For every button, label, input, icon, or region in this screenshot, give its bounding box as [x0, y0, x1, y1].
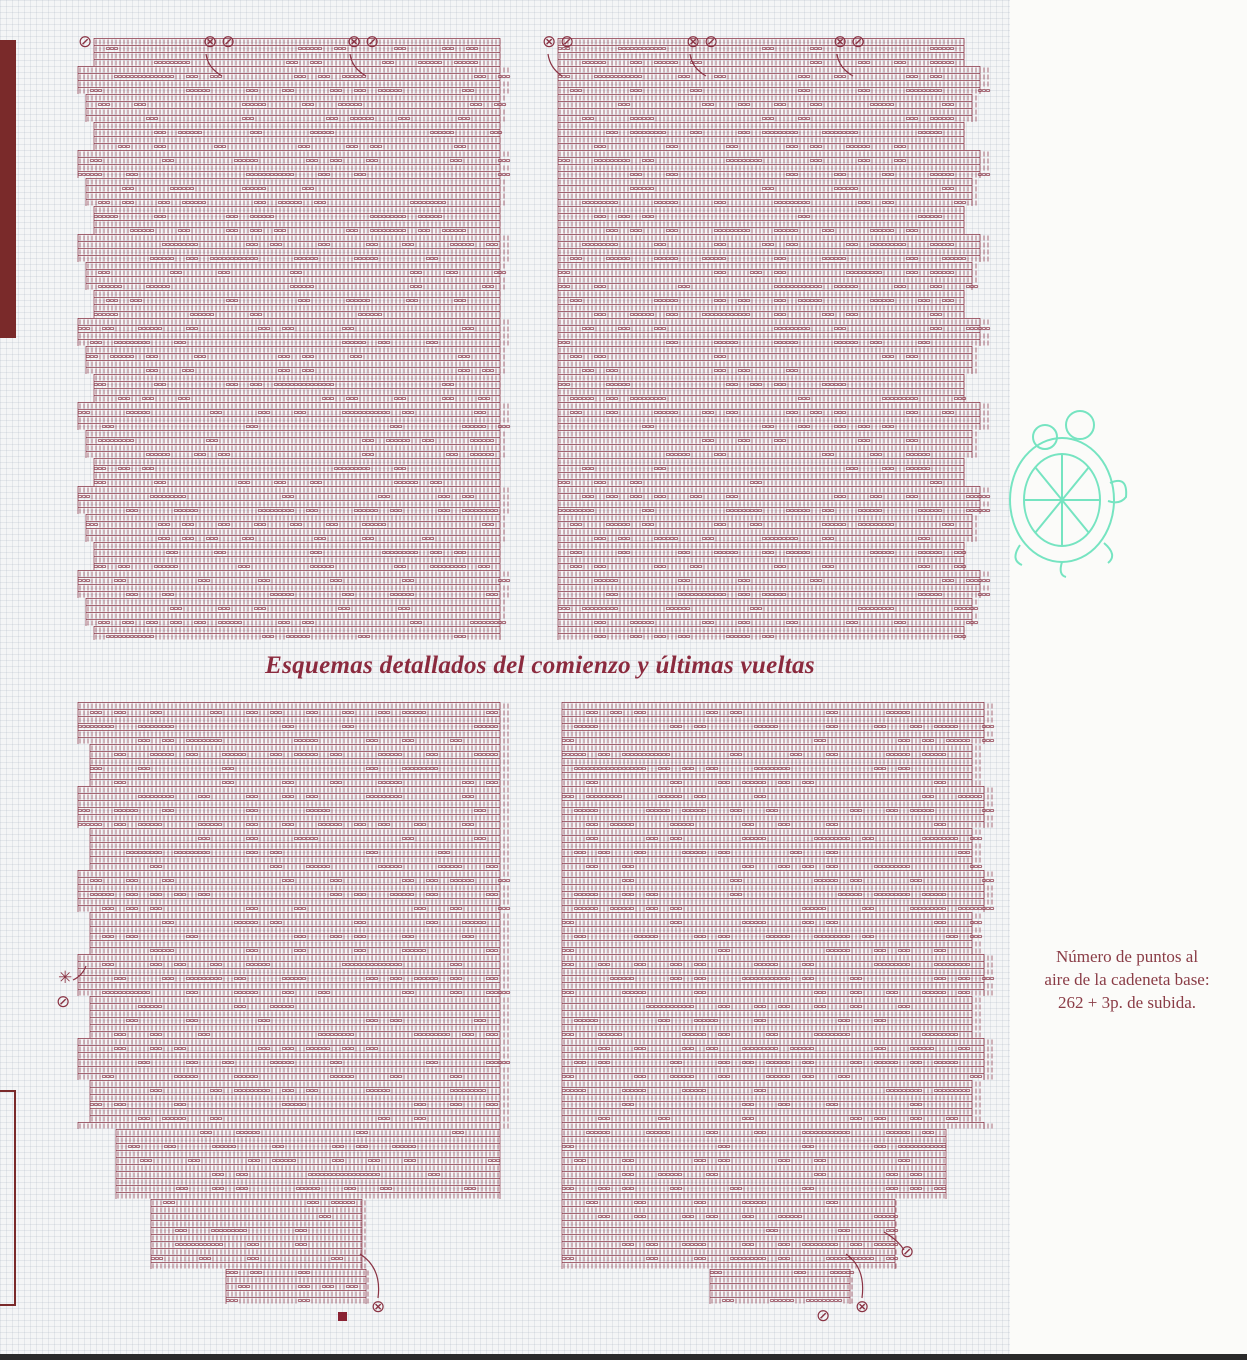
arrow — [360, 1254, 379, 1298]
asterisk-symbol: ✳ — [58, 970, 72, 987]
start-symbol: ⊗ — [833, 34, 847, 51]
base-chain-note — [1012, 945, 1242, 1014]
note-line: 262 + 3p. de subida. — [1012, 991, 1242, 1014]
end-symbol: ⊘ — [56, 994, 70, 1011]
end-symbol: ⊘ — [816, 1308, 830, 1325]
note-line: Número de puntos al — [1012, 945, 1242, 968]
start-symbol: ⊗ — [855, 1299, 869, 1316]
start-symbol: ⊗ — [203, 34, 217, 51]
page-margin — [1010, 0, 1247, 1360]
arrow — [837, 54, 853, 76]
end-symbol: ⊘ — [900, 1244, 914, 1261]
arrow — [350, 54, 366, 76]
start-symbol: ⊗ — [347, 34, 361, 51]
end-symbol: ⊘ — [221, 34, 235, 51]
start-symbol: ⊗ — [542, 34, 556, 51]
end-symbol: ⊘ — [560, 34, 574, 51]
turtle-stamp-icon — [1000, 405, 1140, 580]
arrow — [73, 966, 86, 980]
end-symbol: ⊘ — [78, 34, 92, 51]
arrow — [846, 1254, 863, 1298]
page-bottom-edge — [0, 1354, 1247, 1360]
section-title: Esquemas detallados del comienzo y últimas vueltas — [0, 652, 1080, 680]
start-symbol: ⊗ — [686, 34, 700, 51]
arrow — [206, 54, 222, 76]
note-line: aire de la cadeneta base: — [1012, 968, 1242, 991]
arrow — [884, 1232, 904, 1250]
end-symbol: ⊘ — [365, 34, 379, 51]
arrow — [548, 54, 562, 76]
start-symbol: ⊗ — [371, 1299, 385, 1316]
arrow — [690, 54, 706, 76]
end-symbol: ⊘ — [851, 34, 865, 51]
end-symbol: ⊘ — [704, 34, 718, 51]
